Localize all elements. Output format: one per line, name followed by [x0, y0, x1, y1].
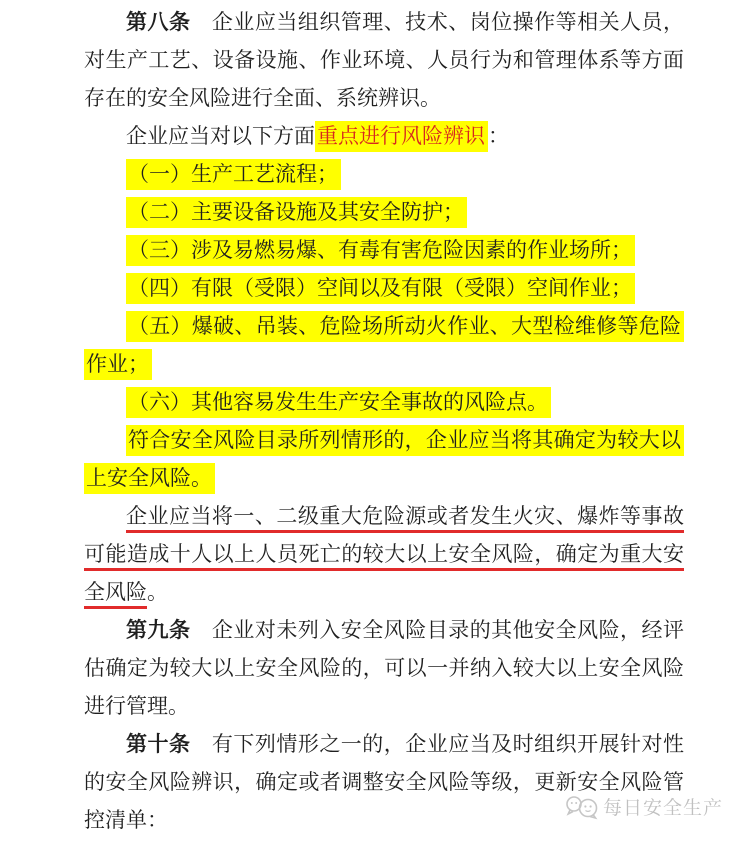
- doc-line: [84, 649, 684, 687]
- doc-line: [84, 231, 684, 269]
- body-text: ：: [488, 124, 509, 148]
- doc-line: [84, 459, 684, 497]
- body-text: 企业应当对以下方面: [126, 124, 315, 148]
- body-text: 企业应当组织管理、技术、岗位操作等相关人员，: [190, 10, 685, 34]
- doc-line: [84, 687, 684, 725]
- doc-line: [84, 269, 684, 307]
- document-body: [84, 3, 684, 839]
- article-number: 第八条: [126, 11, 191, 34]
- red-underlined-text: 企业应当将一、二级重大危险源或者发生火灾、爆炸等事故: [126, 504, 684, 533]
- wechat-chat-bubbles-icon: [565, 794, 599, 820]
- highlighted-text: 作业；: [84, 349, 152, 380]
- doc-line: [84, 573, 684, 611]
- body-text: 对生产工艺、设备设施、作业环境、人员行为和管理体系等方面: [84, 48, 684, 72]
- body-text: 企业对未列入安全风险目录的其他安全风险，经评: [190, 618, 685, 642]
- doc-line: [84, 497, 684, 535]
- doc-line: [84, 117, 684, 155]
- body-text: 进行管理。: [84, 694, 189, 718]
- body-text: 存在的安全风险进行全面、系统辨识。: [84, 86, 441, 110]
- doc-line: [84, 725, 684, 763]
- highlighted-text: （四）有限（受限）空间以及有限（受限）空间作业；: [126, 273, 635, 304]
- body-text: 估确定为较大以上安全风险的，可以一并纳入较大以上安全风险: [84, 656, 684, 680]
- highlighted-text: （五）爆破、吊装、危险场所动火作业、大型检维修等危险: [126, 311, 684, 342]
- highlighted-text: （二）主要设备设施及其安全防护；: [126, 197, 467, 228]
- body-text: 。: [147, 580, 168, 604]
- body-text: 控清单：: [84, 808, 168, 832]
- doc-line: [84, 3, 684, 41]
- doc-line: [84, 611, 684, 649]
- highlighted-text: （一）生产工艺流程；: [126, 159, 341, 190]
- body-text: 的安全风险辨识，确定或者调整安全风险等级，更新安全风险管: [84, 770, 684, 794]
- watermark-text: 每日安全生产: [602, 798, 723, 819]
- doc-line: [84, 41, 684, 79]
- doc-line: [84, 307, 684, 345]
- highlighted-text: （六）其他容易发生生产安全事故的风险点。: [126, 387, 551, 418]
- doc-line: [84, 79, 684, 117]
- doc-line: [84, 535, 684, 573]
- red-underlined-text: 可能造成十人以上人员死亡的较大以上安全风险，确定为重大安: [84, 542, 684, 571]
- highlighted-text: 符合安全风险目录所列情形的，企业应当将其确定为较大以: [126, 425, 684, 456]
- doc-line: [84, 421, 684, 459]
- body-text: 有下列情形之一的，企业应当及时组织开展针对性: [190, 732, 685, 756]
- highlighted-red-text: 重点进行风险辨识: [315, 121, 488, 152]
- doc-line: [84, 155, 684, 193]
- highlighted-text: （三）涉及易燃易爆、有毒有害危险因素的作业场所；: [126, 235, 635, 266]
- article-number: 第十条: [126, 733, 191, 756]
- doc-line: [84, 345, 684, 383]
- doc-line: [84, 193, 684, 231]
- doc-line: [84, 383, 684, 421]
- highlighted-text: 上安全风险。: [84, 463, 215, 494]
- article-number: 第九条: [126, 619, 191, 642]
- red-underlined-text: 全风险: [84, 580, 147, 609]
- watermark: [565, 793, 723, 820]
